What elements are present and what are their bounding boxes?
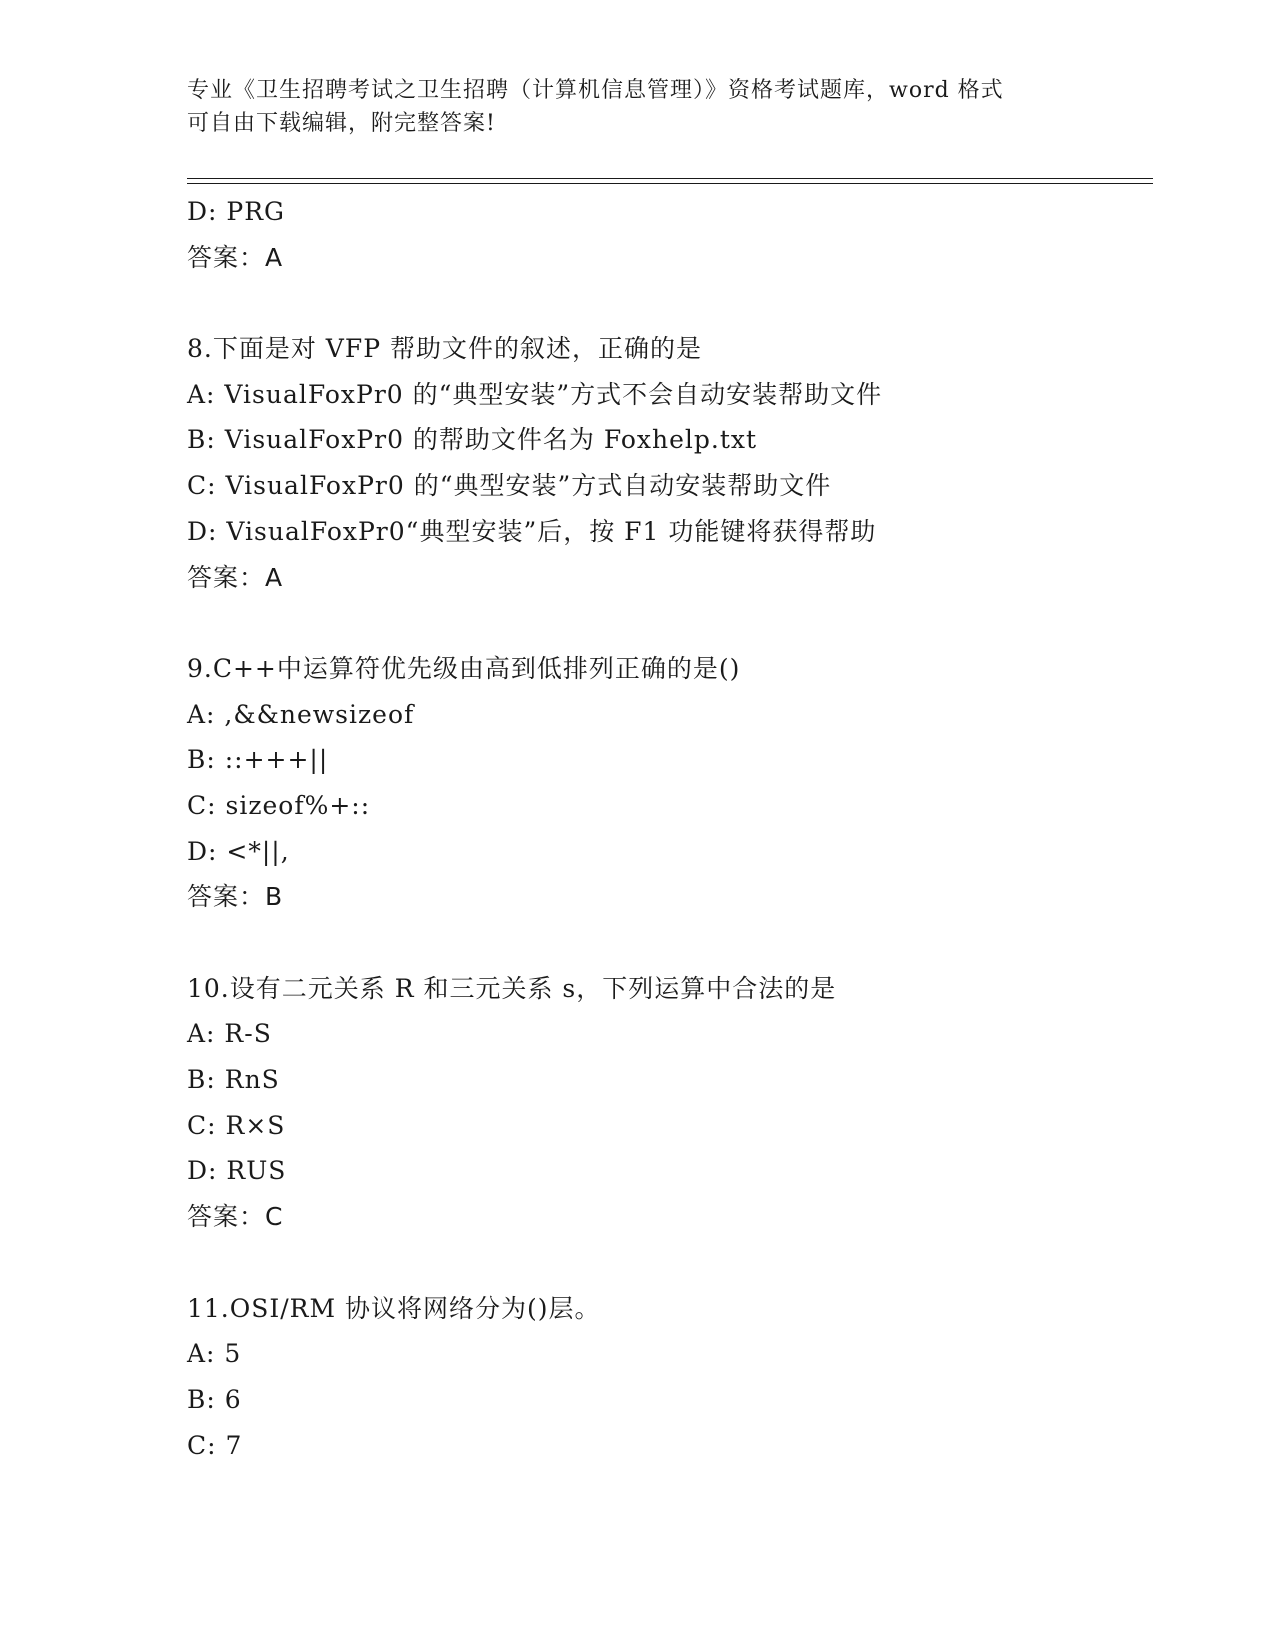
- block-spacer: [187, 1240, 1187, 1286]
- option-d: D: PRG: [187, 197, 286, 226]
- question-text: 10.设有二元关系 R 和三元关系 s，下列运算中合法的是: [187, 973, 837, 1003]
- option-c: C: VisualFoxPr0 的“典型安装”方式自动安装帮助文件: [187, 471, 832, 501]
- block-spacer: [187, 920, 1187, 966]
- question-text: 9.C++中运算符优先级由高到低排列正确的是(): [187, 653, 741, 683]
- block-spacer: [187, 280, 1187, 326]
- block-spacer: [187, 600, 1187, 646]
- option-d: D: RUS: [187, 1156, 287, 1186]
- question-text: 11.OSI/RM 协议将网络分为()层。: [187, 1293, 601, 1323]
- option-c: C: sizeof%+::: [187, 790, 371, 820]
- answer-text: 答案：A: [187, 562, 284, 592]
- header-rule-bottom: [187, 183, 1153, 184]
- question-text: 8.下面是对 VFP 帮助文件的叙述，正确的是: [187, 334, 702, 364]
- question-list: [187, 189, 1187, 1468]
- option-b: B: VisualFoxPr0 的帮助文件名为 Foxhelp.txt: [187, 425, 758, 455]
- document-header: [187, 74, 1067, 140]
- option-a: A: 5: [187, 1339, 242, 1369]
- header-rule-top: [187, 178, 1153, 179]
- option-c: C: 7: [187, 1430, 243, 1460]
- answer-text: 答案：A: [187, 242, 284, 272]
- option-a: A: ,&&newsizeof: [187, 699, 415, 729]
- header-line-1: 专业《卫生招聘考试之卫生招聘（计算机信息管理）》资格考试题库，word 格式: [187, 78, 1004, 103]
- header-line-2: 可自由下载编辑，附完整答案!: [187, 111, 496, 136]
- option-b: B: ::+++||: [187, 745, 329, 775]
- option-d: D: VisualFoxPr0“典型安装”后，按 F1 功能键将获得帮助: [187, 516, 877, 546]
- option-b: B: RnS: [187, 1065, 280, 1095]
- answer-text: 答案：B: [187, 882, 284, 912]
- option-a: A: R-S: [187, 1019, 272, 1049]
- option-b: B: 6: [187, 1384, 242, 1414]
- option-d: D: <*||,: [187, 836, 290, 866]
- option-a: A: VisualFoxPr0 的“典型安装”方式不会自动安装帮助文件: [187, 379, 883, 409]
- option-c: C: R×S: [187, 1110, 286, 1140]
- answer-text: 答案：C: [187, 1202, 284, 1232]
